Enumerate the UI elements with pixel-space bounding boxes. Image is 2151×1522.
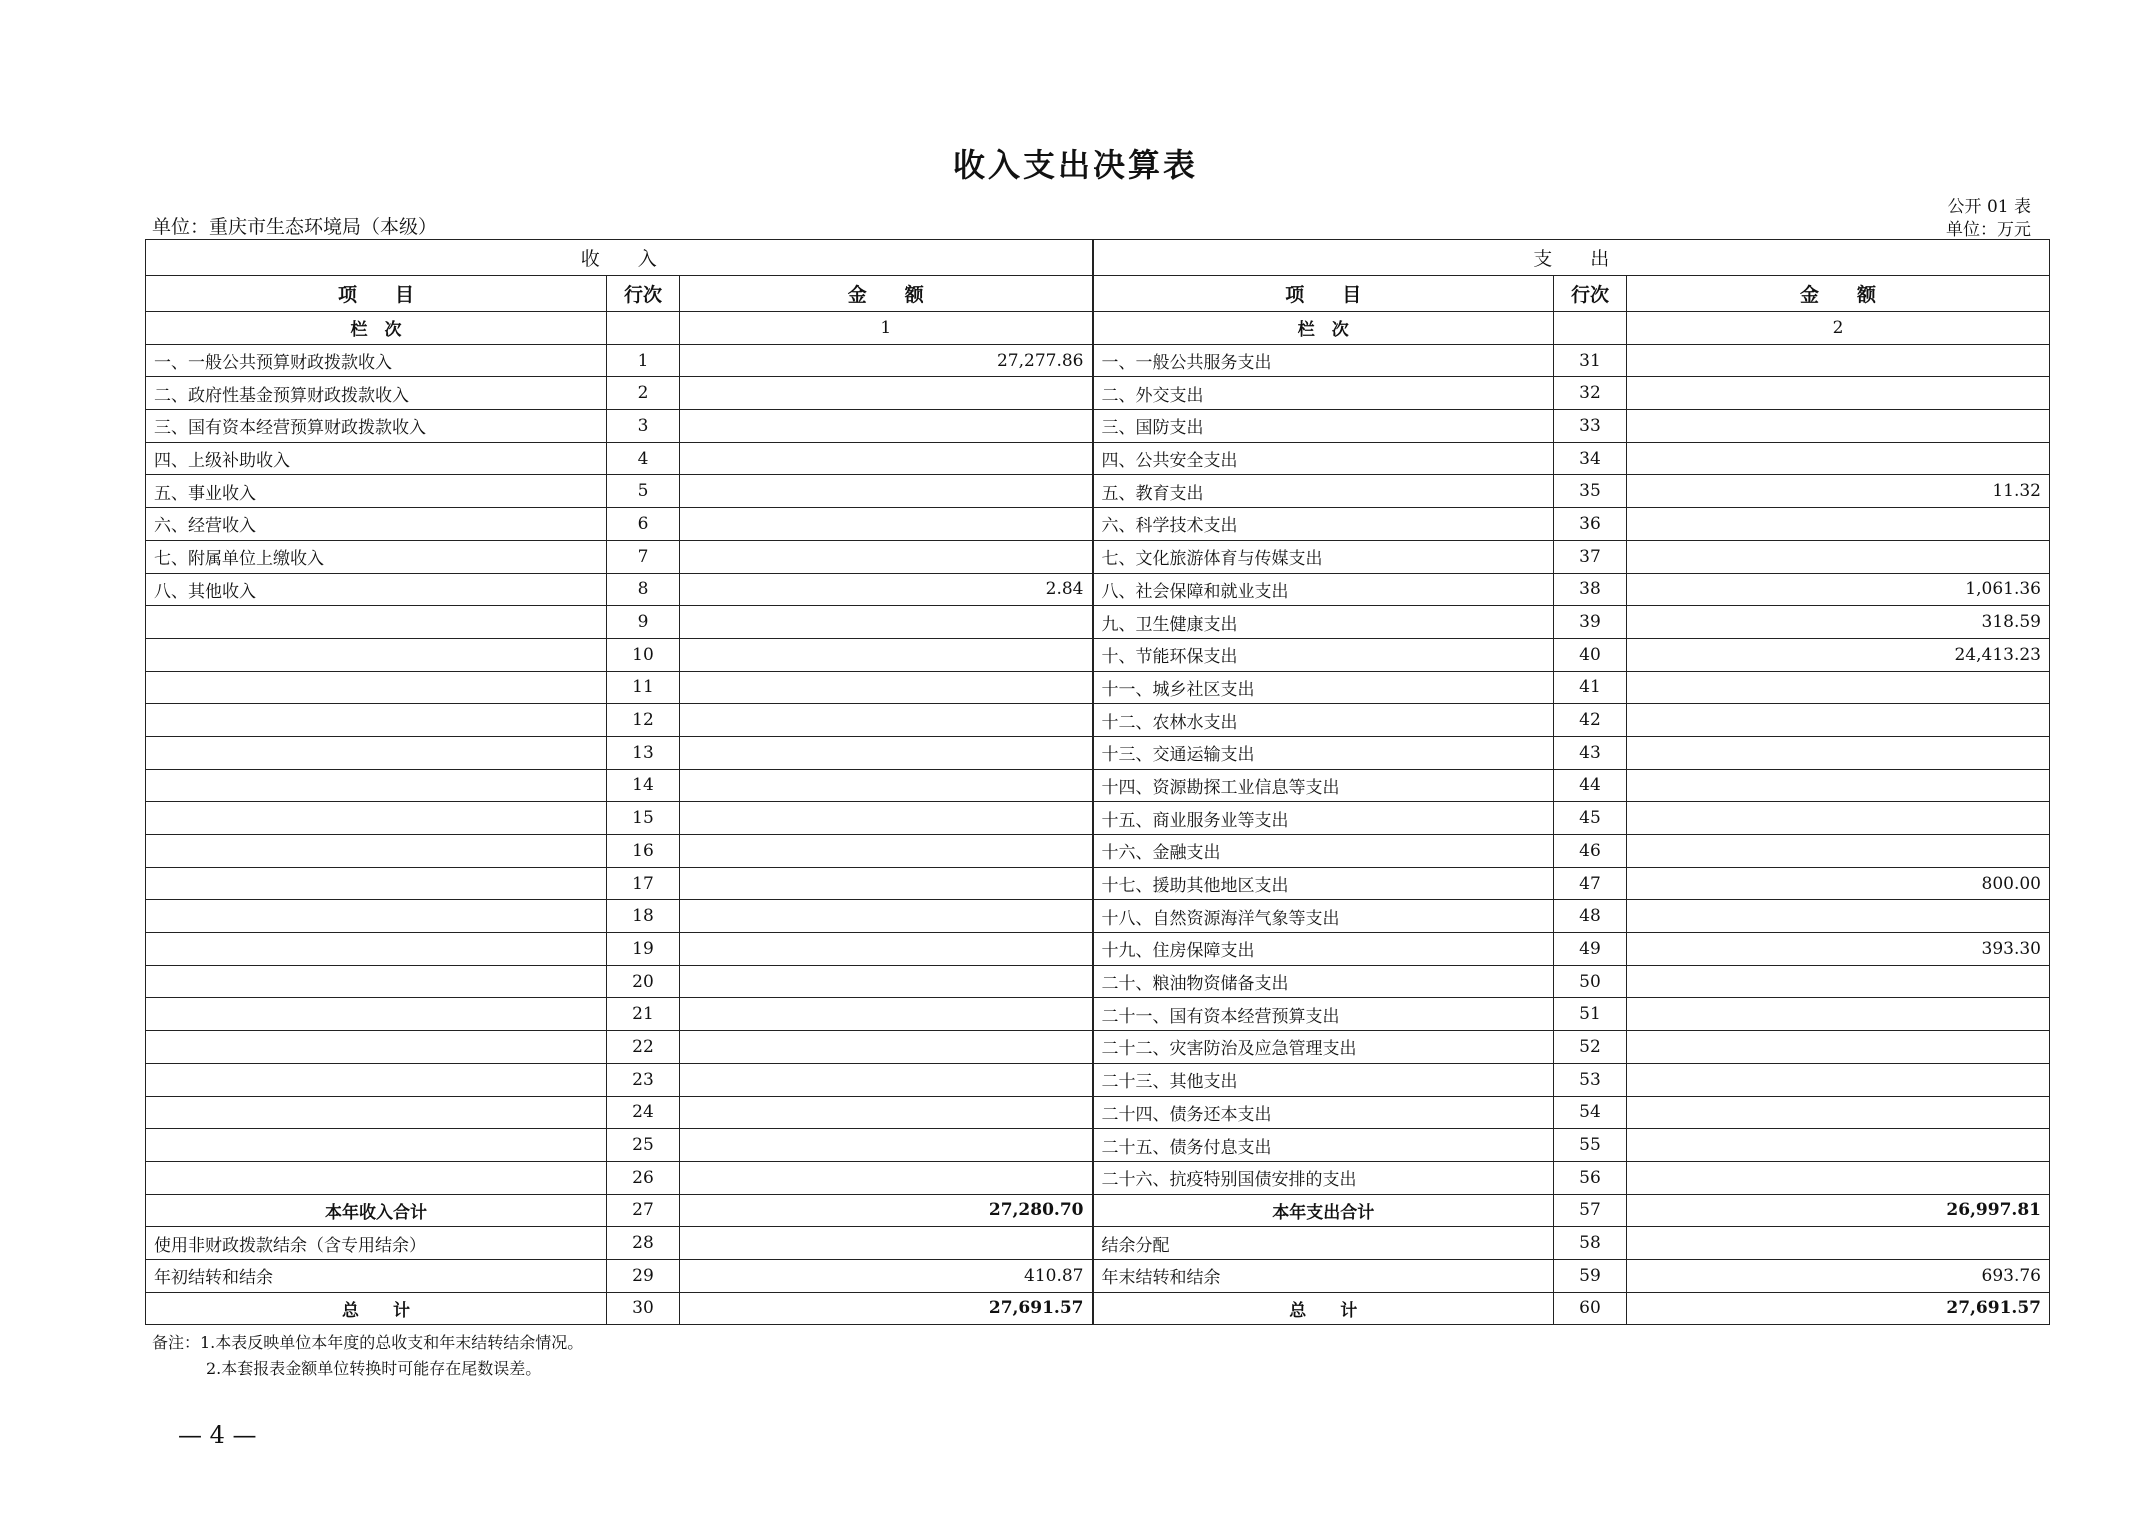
expense-amount-cell [1627,410,2050,443]
table-row [146,606,2050,639]
table-row [146,344,2050,377]
income-item-cell [146,769,607,802]
expense-row-no-cell: 49 [1554,933,1627,966]
income-item-cell [146,704,607,737]
expense-amount-cell [1627,1129,2050,1162]
expense-amount-cell [1627,508,2050,541]
expense-item-cell: 七、文化旅游体育与传媒支出 [1093,540,1554,573]
table-row [146,835,2050,868]
expense-amount-cell [1627,671,2050,704]
expense-row-no-cell: 55 [1554,1129,1627,1162]
expense-row-no-cell: 33 [1554,410,1627,443]
table-row [146,1129,2050,1162]
expense-item-cell: 二十三、其他支出 [1093,1063,1554,1096]
expense-row-no-cell: 57 [1554,1194,1627,1227]
expense-amount-cell [1627,1031,2050,1064]
expense-row-no-cell: 50 [1554,965,1627,998]
total-row [146,1227,2050,1260]
income-item-cell: 七、附属单位上缴收入 [146,540,607,573]
income-item-cell [146,900,607,933]
income-item-cell [146,1129,607,1162]
income-amount-cell [680,377,1093,410]
income-amount-cell [680,638,1093,671]
note-2: 2.本套报表金额单位转换时可能存在尾数误差。 [206,1359,542,1378]
expense-item-cell: 总 计 [1093,1292,1554,1325]
income-row-no-cell: 28 [607,1227,680,1260]
expense-row-no-cell: 42 [1554,704,1627,737]
table-row [146,867,2050,900]
expense-amount-cell [1627,377,2050,410]
expense-item-cell: 十二、农林水支出 [1093,704,1554,737]
section-header-row [146,240,2050,276]
income-amount-cell [680,1129,1093,1162]
income-amount-cell [680,802,1093,835]
income-row-no-cell: 8 [607,573,680,606]
expense-amount-cell: 693.76 [1627,1259,2050,1292]
expense-row-no-cell: 48 [1554,900,1627,933]
expense-row-no-cell: 34 [1554,442,1627,475]
income-amount-cell [680,1161,1093,1194]
income-row-no-cell: 24 [607,1096,680,1129]
table-row [146,377,2050,410]
income-amount-cell: 2.84 [680,573,1093,606]
table-row [146,442,2050,475]
table-row [146,410,2050,443]
income-item-cell [146,671,607,704]
expense-amount-cell: 393.30 [1627,933,2050,966]
income-row-no-cell: 4 [607,442,680,475]
income-item-cell: 一、一般公共预算财政拨款收入 [146,344,607,377]
column-label-row [146,312,2050,345]
income-row-no-cell: 15 [607,802,680,835]
income-row-no-cell: 14 [607,769,680,802]
income-amount-cell [680,540,1093,573]
income-item-cell: 四、上级补助收入 [146,442,607,475]
amount-unit: 单位：万元 [1946,220,2031,240]
table-row [146,671,2050,704]
expense-amount-cell [1627,442,2050,475]
expense-item-cell: 十三、交通运输支出 [1093,736,1554,769]
expense-row-no-cell: 56 [1554,1161,1627,1194]
expense-item-cell: 八、社会保障和就业支出 [1093,573,1554,606]
expense-row-no-cell: 46 [1554,835,1627,868]
table-row [146,802,2050,835]
expense-item-cell: 十四、资源勘探工业信息等支出 [1093,769,1554,802]
income-row-no-cell: 23 [607,1063,680,1096]
expense-item-cell: 十七、援助其他地区支出 [1093,867,1554,900]
income-amount-cell [680,704,1093,737]
expense-item-cell: 二十四、债务还本支出 [1093,1096,1554,1129]
expense-item-cell: 二十六、抗疫特别国债安排的支出 [1093,1161,1554,1194]
expense-item-cell: 三、国防支出 [1093,410,1554,443]
reporting-unit: 单位：重庆市生态环境局（本级） [152,216,438,238]
income-row-no-cell: 11 [607,671,680,704]
income-amount-cell [680,835,1093,868]
table-row [146,1096,2050,1129]
expense-item-cell: 年末结转和结余 [1093,1259,1554,1292]
income-item-cell [146,998,607,1031]
income-item-cell: 年初结转和结余 [146,1259,607,1292]
income-row-no-cell: 29 [607,1259,680,1292]
expense-amount-cell [1627,769,2050,802]
income-item-cell: 八、其他收入 [146,573,607,606]
empty-cell [1554,312,1627,345]
expense-item-cell: 结余分配 [1093,1227,1554,1260]
table-row [146,1063,2050,1096]
income-item-cell [146,736,607,769]
page-title: 收入支出决算表 [952,146,1198,184]
expense-item-cell: 十五、商业服务业等支出 [1093,802,1554,835]
income-amount-cell [680,998,1093,1031]
table-row [146,769,2050,802]
expense-item-cell: 二十五、债务付息支出 [1093,1129,1554,1162]
expense-amount-cell [1627,1227,2050,1260]
form-number: 公开 01 表 [1947,197,2031,217]
total-row [146,1259,2050,1292]
expense-item-cell: 十一、城乡社区支出 [1093,671,1554,704]
expense-item-cell: 二十一、国有资本经营预算支出 [1093,998,1554,1031]
income-amount-cell [680,606,1093,639]
table-row [146,1031,2050,1064]
expense-row-no-cell: 60 [1554,1292,1627,1325]
income-amount-cell [680,442,1093,475]
expense-item-cell: 十、节能环保支出 [1093,638,1554,671]
table-row [146,475,2050,508]
expense-item-cell: 十八、自然资源海洋气象等支出 [1093,900,1554,933]
income-row-no-cell: 3 [607,410,680,443]
expense-amount-cell [1627,835,2050,868]
expense-row-no-cell: 32 [1554,377,1627,410]
income-amount-cell [680,736,1093,769]
expense-item-cell: 四、公共安全支出 [1093,442,1554,475]
income-amount-cell [680,671,1093,704]
expense-row-no-cell: 40 [1554,638,1627,671]
income-row-no-cell: 20 [607,965,680,998]
expense-item-cell: 本年支出合计 [1093,1194,1554,1227]
expense-item-cell: 五、教育支出 [1093,475,1554,508]
expense-column-number: 2 [1627,312,2050,345]
income-row-no-cell: 2 [607,377,680,410]
income-expense-table [145,239,2050,1325]
income-amount-cell [680,1063,1093,1096]
income-amount-cell: 410.87 [680,1259,1093,1292]
income-amount-cell [680,769,1093,802]
expense-row-no-cell: 41 [1554,671,1627,704]
income-item-cell [146,1031,607,1064]
expense-amount-cell [1627,1096,2050,1129]
expense-item-cell: 二十二、灾害防治及应急管理支出 [1093,1031,1554,1064]
table-row [146,1161,2050,1194]
expense-item-cell: 十九、住房保障支出 [1093,933,1554,966]
income-amount-cell [680,867,1093,900]
income-column-label: 栏 次 [146,312,607,345]
expense-item-header: 项 目 [1093,276,1554,312]
income-item-cell [146,835,607,868]
expense-row-no-cell: 47 [1554,867,1627,900]
income-row-no-cell: 13 [607,736,680,769]
expense-amount-cell: 27,691.57 [1627,1292,2050,1325]
income-row-no-cell: 17 [607,867,680,900]
table-row [146,965,2050,998]
table-row [146,540,2050,573]
income-amount-cell [680,900,1093,933]
expense-row-no-cell: 37 [1554,540,1627,573]
expense-item-cell: 一、一般公共服务支出 [1093,344,1554,377]
income-row-no-cell: 9 [607,606,680,639]
income-item-cell [146,867,607,900]
income-item-cell: 本年收入合计 [146,1194,607,1227]
income-row-no-cell: 30 [607,1292,680,1325]
income-row-no-cell: 12 [607,704,680,737]
income-row-no-cell: 26 [607,1161,680,1194]
income-row-no-cell: 22 [607,1031,680,1064]
expense-row-no-cell: 35 [1554,475,1627,508]
income-amount-cell [680,475,1093,508]
income-amount-cell [680,933,1093,966]
income-amount-cell [680,1031,1093,1064]
expense-amount-cell [1627,965,2050,998]
table-body [146,240,2050,1325]
expense-row-no-cell: 31 [1554,344,1627,377]
table-row [146,704,2050,737]
expense-amount-cell [1627,1063,2050,1096]
income-row-no-cell: 7 [607,540,680,573]
table-row [146,933,2050,966]
expense-amount-cell: 11.32 [1627,475,2050,508]
expense-item-cell: 二、外交支出 [1093,377,1554,410]
income-item-cell: 三、国有资本经营预算财政拨款收入 [146,410,607,443]
expense-row-no-cell: 44 [1554,769,1627,802]
income-item-cell [146,802,607,835]
income-amount-header: 金 额 [680,276,1093,312]
notes [152,1330,583,1382]
expense-row-no-cell: 51 [1554,998,1627,1031]
expense-row-no-header: 行次 [1554,276,1627,312]
expense-amount-cell: 800.00 [1627,867,2050,900]
income-amount-cell: 27,277.86 [680,344,1093,377]
expense-section-header: 支 出 [1093,240,2050,276]
income-amount-cell [680,508,1093,541]
expense-amount-cell: 1,061.36 [1627,573,2050,606]
expense-amount-cell [1627,540,2050,573]
income-section-header: 收 入 [146,240,1093,276]
expense-item-cell: 九、卫生健康支出 [1093,606,1554,639]
income-amount-cell [680,1096,1093,1129]
table-row [146,573,2050,606]
expense-amount-cell: 26,997.81 [1627,1194,2050,1227]
income-item-cell [146,606,607,639]
income-item-cell [146,1161,607,1194]
income-row-no-cell: 25 [607,1129,680,1162]
income-column-number: 1 [680,312,1093,345]
income-row-no-cell: 16 [607,835,680,868]
table-row [146,998,2050,1031]
income-amount-cell [680,410,1093,443]
income-row-no-header: 行次 [607,276,680,312]
income-item-cell [146,638,607,671]
expense-amount-cell [1627,998,2050,1031]
income-item-cell: 使用非财政拨款结余（含专用结余） [146,1227,607,1260]
table-row [146,736,2050,769]
income-row-no-cell: 19 [607,933,680,966]
expense-item-cell: 六、科学技术支出 [1093,508,1554,541]
page-number: — 4 — [178,1421,257,1449]
income-row-no-cell: 18 [607,900,680,933]
total-row [146,1292,2050,1325]
expense-row-no-cell: 36 [1554,508,1627,541]
income-item-cell [146,1063,607,1096]
expense-amount-cell [1627,704,2050,737]
income-row-no-cell: 5 [607,475,680,508]
expense-amount-cell [1627,900,2050,933]
table-row [146,900,2050,933]
empty-cell [607,312,680,345]
expense-row-no-cell: 38 [1554,573,1627,606]
expense-amount-cell [1627,802,2050,835]
column-header-row [146,276,2050,312]
expense-row-no-cell: 53 [1554,1063,1627,1096]
expense-amount-cell: 318.59 [1627,606,2050,639]
expense-amount-cell [1627,736,2050,769]
income-row-no-cell: 21 [607,998,680,1031]
income-amount-cell [680,1227,1093,1260]
income-row-no-cell: 6 [607,508,680,541]
expense-row-no-cell: 45 [1554,802,1627,835]
income-item-header: 项 目 [146,276,607,312]
expense-amount-cell [1627,344,2050,377]
expense-column-label: 栏 次 [1093,312,1554,345]
expense-row-no-cell: 59 [1554,1259,1627,1292]
income-item-cell [146,933,607,966]
expense-row-no-cell: 43 [1554,736,1627,769]
income-item-cell [146,965,607,998]
expense-item-cell: 二十、粮油物资储备支出 [1093,965,1554,998]
income-row-no-cell: 1 [607,344,680,377]
income-row-no-cell: 10 [607,638,680,671]
income-amount-cell: 27,691.57 [680,1292,1093,1325]
expense-amount-cell [1627,1161,2050,1194]
table-row [146,508,2050,541]
total-row [146,1194,2050,1227]
income-amount-cell [680,965,1093,998]
expense-item-cell: 十六、金融支出 [1093,835,1554,868]
expense-row-no-cell: 39 [1554,606,1627,639]
income-item-cell: 总 计 [146,1292,607,1325]
expense-row-no-cell: 58 [1554,1227,1627,1260]
expense-row-no-cell: 52 [1554,1031,1627,1064]
expense-row-no-cell: 54 [1554,1096,1627,1129]
note-1: 备注：1.本表反映单位本年度的总收支和年末结转结余情况。 [152,1333,584,1352]
expense-amount-cell: 24,413.23 [1627,638,2050,671]
income-item-cell: 六、经营收入 [146,508,607,541]
income-item-cell: 五、事业收入 [146,475,607,508]
income-amount-cell: 27,280.70 [680,1194,1093,1227]
expense-amount-header: 金 额 [1627,276,2050,312]
table-row [146,638,2050,671]
income-item-cell: 二、政府性基金预算财政拨款收入 [146,377,607,410]
income-item-cell [146,1096,607,1129]
income-row-no-cell: 27 [607,1194,680,1227]
